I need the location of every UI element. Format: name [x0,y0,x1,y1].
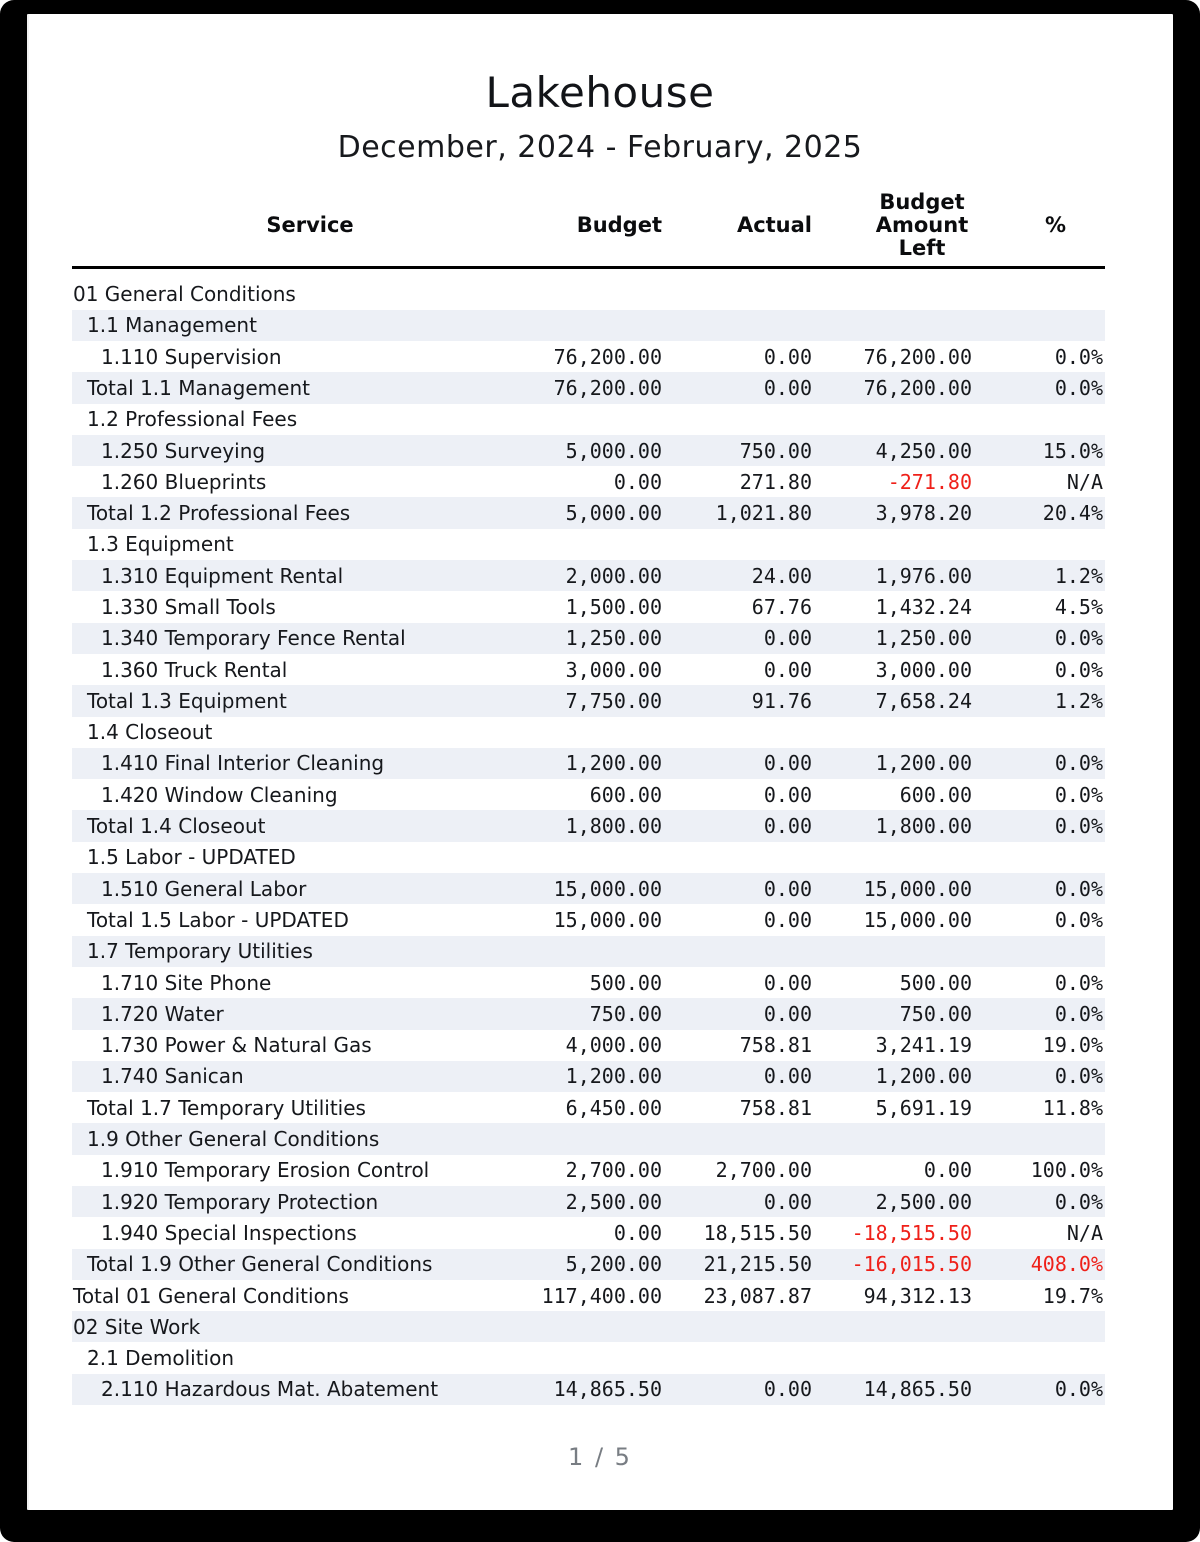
service-cell: 02 Site Work [73,1314,201,1339]
actual-cell: 2,700.00 [715,1158,812,1183]
service-cell: 2.110 Hazardous Mat. Abatement [101,1377,439,1402]
table-row [72,1342,1105,1373]
budget-cell: 1,200.00 [565,751,662,776]
service-cell: Total 1.4 Closeout [87,814,266,839]
budget-table [72,189,1105,1405]
actual-cell: 758.81 [739,1033,812,1058]
budget-amount-left-cell: 76,200.00 [863,375,972,400]
page-subtitle: December, 2024 - February, 2025 [337,130,863,166]
table-row [72,1123,1105,1154]
table-row [72,1249,1105,1280]
budget-amount-left-cell: 4,250.00 [875,438,972,463]
service-cell: 1.260 Blueprints [101,469,267,494]
percent-cell: N/A [1066,469,1103,494]
budget-cell: 76,200.00 [553,375,662,400]
table-row [72,998,1105,1029]
budget-cell: 7,750.00 [565,688,662,713]
service-cell: Total 1.2 Professional Fees [87,501,351,526]
actual-cell: 0.00 [763,1189,812,1214]
percent-cell: 0.0% [1054,375,1103,400]
percent-cell: 15.0% [1042,438,1103,463]
table-row [72,623,1105,654]
budget-amount-left-cell: 1,800.00 [875,814,972,839]
service-cell: 1.110 Supervision [101,344,282,369]
budget-cell: 600.00 [589,782,662,807]
service-cell: 1.3 Equipment [87,532,234,557]
table-row [72,404,1105,435]
budget-amount-left-cell: 94,312.13 [863,1283,972,1308]
service-cell: 1.410 Final Interior Cleaning [101,751,385,776]
percent-cell: 0.0% [1054,751,1103,776]
budget-amount-left-cell: 76,200.00 [863,344,972,369]
service-cell: 1.7 Temporary Utilities [87,939,313,964]
budget-amount-left-cell: -16,015.50 [851,1252,972,1277]
budget-cell: 2,000.00 [565,563,662,588]
budget-cell: 1,250.00 [565,626,662,651]
table-row [72,904,1105,935]
service-cell: 1.2 Professional Fees [87,407,298,432]
budget-amount-left-cell: 1,250.00 [875,626,972,651]
percent-cell: 100.0% [1030,1158,1103,1183]
budget-cell: 750.00 [589,1001,662,1026]
service-cell: 1.330 Small Tools [101,595,276,619]
budget-amount-left-cell: 7,658.24 [875,688,972,713]
actual-cell: 67.76 [751,595,812,619]
service-cell: Total 1.1 Management [87,375,310,400]
percent-cell: 0.0% [1054,1064,1103,1089]
table-row [72,497,1105,528]
actual-cell: 1,021.80 [715,501,812,526]
actual-cell: 24.00 [751,563,812,588]
table-body [72,278,1105,1405]
table-row [72,810,1105,841]
budget-amount-left-cell: 1,976.00 [875,563,972,588]
service-cell: 1.340 Temporary Fence Rental [101,626,406,651]
budget-cell: 500.00 [589,970,662,995]
budget-amount-left-cell: 600.00 [899,782,972,807]
table-row [72,1061,1105,1092]
column-header-actual: Actual [736,213,812,238]
service-cell: 1.420 Window Cleaning [101,782,338,807]
actual-cell: 271.80 [739,469,812,494]
budget-amount-left-cell: 1,432.24 [875,595,972,619]
table-row [72,779,1105,810]
service-cell: Total 1.5 Labor - UPDATED [87,907,349,932]
actual-cell: 0.00 [763,814,812,839]
budget-cell: 5,200.00 [565,1252,662,1277]
table-row [72,1280,1105,1311]
service-cell: 1.710 Site Phone [101,970,272,995]
budget-cell: 4,000.00 [565,1033,662,1058]
budget-amount-left-cell: 750.00 [899,1001,972,1026]
service-cell: 1.940 Special Inspections [101,1220,357,1245]
percent-cell: 0.0% [1054,907,1103,932]
actual-cell: 0.00 [763,782,812,807]
service-cell: 1.5 Labor - UPDATED [87,845,296,870]
table-row [72,873,1105,904]
table-row [72,967,1105,998]
percent-cell: 408.0% [1030,1252,1103,1277]
percent-cell: 0.0% [1054,1377,1103,1402]
table-row [72,685,1105,716]
service-cell: Total 1.3 Equipment [87,688,287,713]
budget-cell: 1,500.00 [565,595,662,619]
actual-cell: 18,515.50 [703,1220,812,1245]
table-header-row [72,189,1105,269]
table-row [72,1217,1105,1248]
percent-cell: 1.2% [1054,688,1103,713]
budget-cell: 3,000.00 [565,657,662,682]
column-header-budget-amount-left [812,191,972,260]
service-cell: 01 General Conditions [73,282,296,307]
budget-amount-left-cell: 15,000.00 [863,907,972,932]
actual-cell: 0.00 [763,1377,812,1402]
table-row [72,278,1105,309]
budget-cell: 1,800.00 [565,814,662,839]
table-row [72,372,1105,403]
service-cell: 2.1 Demolition [87,1346,235,1371]
table-row [72,310,1105,341]
percent-cell: 0.0% [1054,814,1103,839]
budget-cell: 1,200.00 [565,1064,662,1089]
budget-amount-left-cell: 15,000.00 [863,876,972,901]
budget-cell: 0.00 [613,1220,662,1245]
table-row [72,842,1105,873]
service-cell: 1.360 Truck Rental [101,657,288,682]
actual-cell: 0.00 [763,626,812,651]
budget-amount-left-cell: 1,200.00 [875,751,972,776]
table-row [72,435,1105,466]
service-cell: Total 1.9 Other General Conditions [87,1252,433,1277]
service-cell: 1.510 General Labor [101,876,307,901]
budget-cell: 15,000.00 [553,907,662,932]
budget-cell: 117,400.00 [541,1283,662,1308]
service-cell: 1.310 Equipment Rental [101,563,344,588]
service-cell: Total 1.7 Temporary Utilities [87,1095,366,1120]
table-row [72,1030,1105,1061]
budget-amount-left-cell: 14,865.50 [863,1377,972,1402]
percent-cell: 0.0% [1054,344,1103,369]
actual-cell: 23,087.87 [703,1283,812,1308]
actual-cell: 0.00 [763,876,812,901]
budget-amount-left-cell: 5,691.19 [875,1095,972,1120]
service-cell: 1.740 Sanican [101,1064,244,1089]
service-cell: 1.730 Power & Natural Gas [101,1033,372,1058]
budget-amount-left-cell: 3,978.20 [875,501,972,526]
budget-amount-left-cell: 3,000.00 [875,657,972,682]
percent-cell: 0.0% [1054,626,1103,651]
budget-cell: 5,000.00 [565,438,662,463]
budget-cell: 6,450.00 [565,1095,662,1120]
percent-cell: 0.0% [1054,1001,1103,1026]
percent-cell: 0.0% [1054,1189,1103,1214]
actual-cell: 0.00 [763,344,812,369]
actual-cell: 91.76 [751,688,812,713]
actual-cell: 750.00 [739,438,812,463]
percent-cell: 19.0% [1042,1033,1103,1058]
service-cell: 1.920 Temporary Protection [101,1189,379,1214]
table-row [72,717,1105,748]
percent-cell: 19.7% [1042,1283,1103,1308]
budget-amount-left-cell: 3,241.19 [875,1033,972,1058]
table-row [72,1092,1105,1123]
table-row [72,654,1105,685]
percent-cell: N/A [1066,1220,1103,1245]
table-row [72,1374,1105,1405]
actual-cell: 0.00 [763,1001,812,1026]
table-row [72,748,1105,779]
page-title: Lakehouse [485,68,715,117]
column-header-budget: Budget [576,213,662,238]
percent-cell: 11.8% [1042,1095,1103,1120]
table-row [72,529,1105,560]
service-cell: 1.9 Other General Conditions [87,1127,380,1152]
actual-cell: 0.00 [763,375,812,400]
table-row [72,936,1105,967]
actual-cell: 0.00 [763,751,812,776]
service-cell: 1.1 Management [87,313,257,338]
budget-cell: 2,500.00 [565,1189,662,1214]
table-row [72,466,1105,497]
budget-cell: 2,700.00 [565,1158,662,1183]
actual-cell: 0.00 [763,1064,812,1089]
actual-cell: 0.00 [763,970,812,995]
report-page [27,14,1173,1510]
column-header-budget-amount-left-text: Budget Amount Left [875,189,969,260]
page-number: 1 / 5 [568,1443,632,1472]
percent-cell: 20.4% [1042,501,1103,526]
budget-cell: 76,200.00 [553,344,662,369]
budget-amount-left-cell: 1,200.00 [875,1064,972,1089]
budget-amount-left-cell: -271.80 [887,469,972,494]
budget-cell: 0.00 [613,469,662,494]
table-row [72,1186,1105,1217]
budget-amount-left-cell: 0.00 [923,1158,972,1183]
table-row [72,1311,1105,1342]
actual-cell: 0.00 [763,907,812,932]
service-cell: 1.250 Surveying [101,438,266,463]
table-row [72,1155,1105,1186]
service-cell: 1.910 Temporary Erosion Control [101,1158,430,1183]
budget-cell: 14,865.50 [553,1377,662,1402]
budget-cell: 15,000.00 [553,876,662,901]
budget-amount-left-cell: 500.00 [899,970,972,995]
percent-cell: 0.0% [1054,876,1103,901]
percent-cell: 0.0% [1054,970,1103,995]
actual-cell: 21,215.50 [703,1252,812,1277]
percent-cell: 4.5% [1054,595,1103,619]
column-header-service: Service [266,213,354,238]
column-header-percent: % [1044,213,1067,238]
budget-cell: 5,000.00 [565,501,662,526]
percent-cell: 0.0% [1054,657,1103,682]
table-row [72,591,1105,622]
budget-amount-left-cell: -18,515.50 [851,1220,972,1245]
budget-amount-left-cell: 2,500.00 [875,1189,972,1214]
actual-cell: 0.00 [763,657,812,682]
actual-cell: 758.81 [739,1095,812,1120]
table-row [72,560,1105,591]
percent-cell: 1.2% [1054,563,1103,588]
service-cell: 1.720 Water [101,1001,224,1026]
percent-cell: 0.0% [1054,782,1103,807]
service-cell: 1.4 Closeout [87,720,213,745]
table-row [72,341,1105,372]
service-cell: Total 01 General Conditions [73,1283,349,1308]
